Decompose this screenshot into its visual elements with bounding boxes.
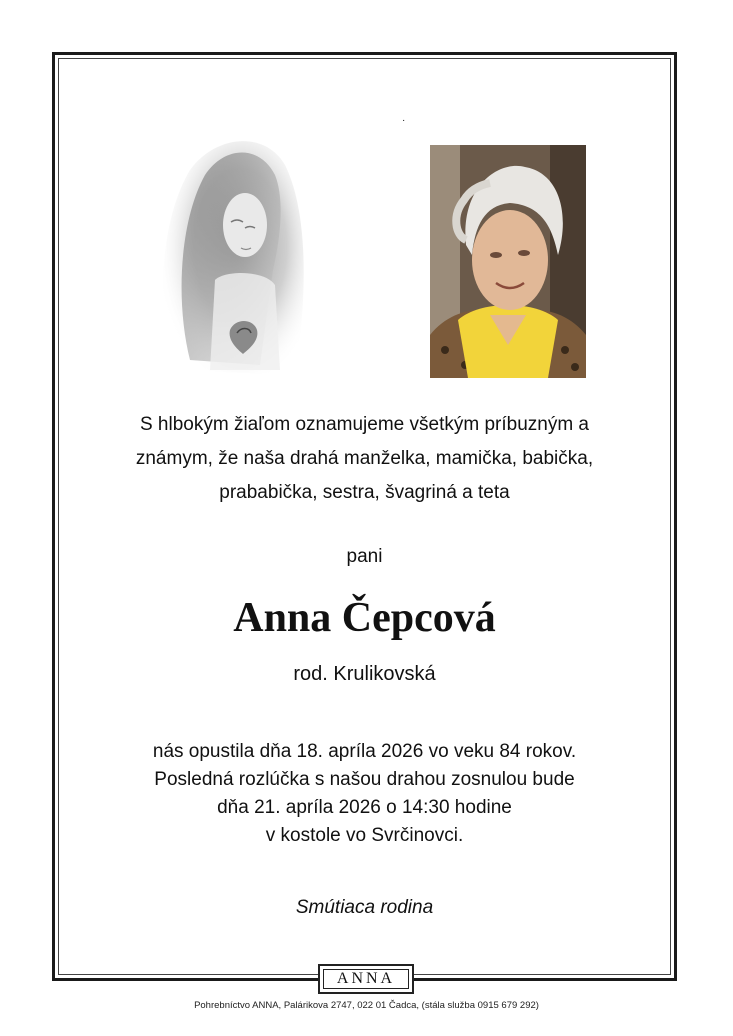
announcement-line: S hlbokým žiaľom oznamujeme všetkým príbuzným a [139, 414, 590, 435]
funeral-details [58, 738, 671, 850]
honorific: pani [346, 546, 383, 567]
announcement-line: prababička, sestra, švagriná a teta [219, 482, 510, 503]
announcement-text [58, 408, 671, 510]
funeral-home-logo [318, 964, 414, 994]
announcement-line: známym, že naša drahá manželka, mamička, babička, [135, 448, 594, 469]
details-line: dňa 21. apríla 2026 o 14:30 hodine [217, 797, 512, 818]
maiden-name: rod. Krulikovská [293, 663, 436, 685]
details-line: nás opustila dňa 18. apríla 2026 vo veku 84 rokov. [152, 741, 577, 762]
family-signature: Smútiaca rodina [295, 897, 434, 918]
madonna-image [145, 130, 320, 390]
decorative-dot: · [402, 115, 406, 126]
details-line: v kostole vo Svrčinovci. [265, 825, 464, 846]
logo-text: ANNA [323, 969, 409, 989]
footer-contact: Pohrebníctvo ANNA, Palárikova 2747, 022 01 Čadca, (stála služba 0915 679 292) [194, 1000, 539, 1011]
details-line: Posledná rozlúčka s našou drahou zosnulou bude [154, 769, 575, 790]
portrait-photo [430, 145, 586, 378]
deceased-name: Anna Čepcová [233, 595, 496, 641]
